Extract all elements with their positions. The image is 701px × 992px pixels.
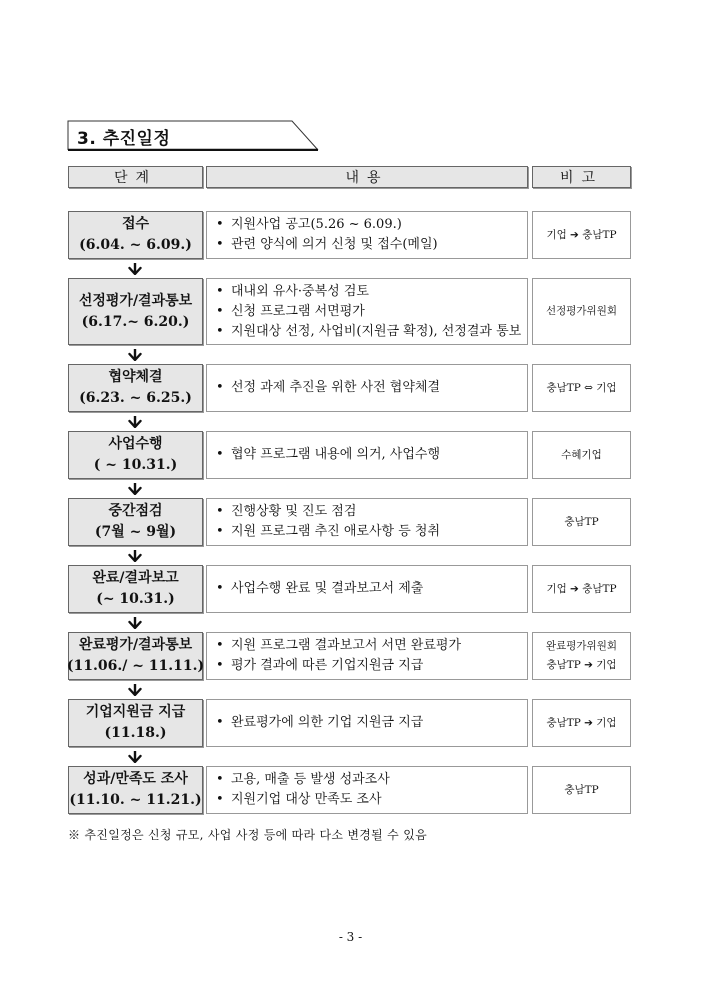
content-cell (206, 364, 528, 412)
note-text: 선정평가위원회 (545, 305, 617, 317)
list-item-text: 지원기업 대상 만족도 조사 (231, 792, 382, 807)
bullet-icon: • (216, 504, 224, 519)
note-text: 충남TP ➔ 기업 (546, 716, 617, 729)
stage-cell (68, 211, 203, 259)
footnote: ※ 추진일정은 신청 규모, 사업 사정 등에 따라 다소 변경될 수 있음 (68, 828, 427, 842)
stage-cell (68, 699, 203, 747)
note-text: 충남TP (564, 515, 599, 528)
note-text: 충남TP ➔ 기업 (546, 659, 617, 671)
bullet-icon: • (216, 772, 224, 787)
stage-name: 중간점검 (108, 503, 163, 519)
header-note: 비고 (532, 166, 631, 188)
bullet-icon: • (216, 283, 224, 299)
stage-cell (68, 565, 203, 613)
stage-cell (68, 766, 203, 814)
note-cell (532, 431, 631, 479)
list-item (216, 378, 527, 398)
note-cell (532, 498, 631, 546)
bullet-icon: • (216, 581, 224, 596)
note-text: 충남TP ⇔ 기업 (546, 381, 617, 394)
list-item (216, 235, 527, 255)
stage-cell (68, 498, 203, 546)
list-item (216, 282, 527, 302)
note-text: 기업 ➔ 충남TP (546, 582, 617, 595)
list-item (216, 445, 527, 465)
arrow-down-icon (128, 684, 142, 696)
arrow-down-icon (128, 550, 142, 562)
list-item (216, 322, 527, 342)
list-item-text: 사업수행 완료 및 결과보고서 제출 (231, 581, 424, 596)
stage-period: (6.17.~ 6.20.) (81, 313, 190, 330)
stage-cell (68, 364, 203, 412)
stage-name: 협약체결 (108, 369, 163, 385)
bullet-icon: • (216, 658, 224, 673)
section-heading (67, 120, 319, 151)
list-item-text: 신청 프로그램 서면평가 (231, 303, 365, 319)
note-text: 완료평가위원회 (545, 640, 617, 652)
list-item-text: 지원 프로그램 결과보고서 서면 완료평가 (231, 638, 462, 653)
stage-period: (11.10. ~ 11.21.) (69, 792, 202, 808)
bullet-icon: • (216, 447, 224, 462)
stage-period: (11.18.) (104, 725, 167, 741)
list-item-text: 고용, 매출 등 발생 성과조사 (231, 772, 390, 787)
list-item (216, 656, 527, 676)
note-cell (532, 278, 631, 345)
stage-period: (6.23. ~ 6.25.) (79, 390, 192, 406)
list-item (216, 579, 527, 599)
list-item (216, 302, 527, 322)
section-title: 3. 추진일정 (77, 129, 171, 149)
stage-cell (68, 278, 203, 345)
bullet-icon: • (216, 638, 224, 653)
note-cell (532, 766, 631, 814)
page-number: - 3 - (338, 930, 363, 944)
content-cell (206, 498, 528, 546)
list-item (216, 790, 527, 810)
arrow-down-icon (128, 483, 142, 495)
bullet-icon: • (216, 715, 224, 730)
list-item-text: 관련 양식에 의거 신청 및 접수(메일) (231, 237, 438, 252)
note-text: 충남TP (564, 783, 599, 796)
list-item-text: 협약 프로그램 내용에 의거, 사업수행 (231, 447, 441, 462)
bullet-icon: • (216, 323, 224, 339)
stage-cell (68, 632, 203, 680)
stage-name: 성과/만족도 조사 (83, 771, 188, 787)
stage-name: 완료평가/결과통보 (78, 637, 193, 653)
note-cell (532, 565, 631, 613)
list-item (216, 522, 527, 542)
stage-name: 완료/결과보고 (92, 570, 179, 586)
bullet-icon: • (216, 303, 224, 319)
list-item-text: 대내외 유사·중복성 검토 (231, 283, 369, 299)
content-cell (206, 211, 528, 259)
stage-period: ( ~ 10.31.) (93, 457, 178, 473)
content-cell (206, 699, 528, 747)
note-text: 수혜기업 (561, 448, 602, 461)
content-cell (206, 565, 528, 613)
stage-cell (68, 431, 203, 479)
list-item-text: 평가 결과에 따른 기업지원금 지급 (231, 658, 424, 673)
bullet-icon: • (216, 524, 224, 539)
content-cell (206, 632, 528, 680)
list-item (216, 636, 527, 656)
bullet-icon: • (216, 237, 224, 252)
bullet-icon: • (216, 217, 224, 232)
list-item (216, 502, 527, 522)
stage-period: (6.04. ~ 6.09.) (79, 237, 192, 253)
stage-name: 사업수행 (108, 436, 163, 452)
note-cell (532, 699, 631, 747)
arrow-down-icon (128, 617, 142, 629)
list-item-text: 진행상황 및 진도 점검 (231, 504, 357, 519)
arrow-down-icon (128, 416, 142, 428)
list-item (216, 713, 527, 733)
bullet-icon: • (216, 380, 224, 395)
stage-period: (~ 10.31.) (96, 591, 175, 607)
stage-period: (11.06./ ~ 11.11.) (66, 658, 205, 674)
arrow-down-icon (128, 751, 142, 763)
content-cell (206, 278, 528, 345)
note-text: 기업 ➔ 충남TP (546, 228, 617, 241)
header-stage: 단계 (68, 166, 203, 188)
stage-name: 선정평가/결과통보 (78, 292, 193, 309)
note-cell (532, 364, 631, 412)
stage-name: 접수 (121, 216, 150, 232)
note-cell (532, 211, 631, 259)
list-item-text: 지원사업 공고(5.26 ~ 6.09.) (231, 217, 402, 232)
arrow-down-icon (128, 349, 142, 361)
list-item (216, 770, 527, 790)
content-cell (206, 766, 528, 814)
list-item (216, 215, 527, 235)
content-cell (206, 431, 528, 479)
stage-period: (7월 ~ 9월) (94, 524, 177, 540)
list-item-text: 지원 프로그램 추진 애로사항 등 청취 (231, 524, 441, 539)
header-content: 내용 (206, 166, 528, 188)
bullet-icon: • (216, 792, 224, 807)
list-item-text: 선정 과제 추진을 위한 사전 협약체결 (231, 380, 441, 395)
note-cell (532, 632, 631, 680)
list-item-text: 지원대상 선정, 사업비(지원금 확정), 선정결과 통보 (231, 323, 522, 339)
stage-name: 기업지원금 지급 (85, 704, 186, 720)
list-item-text: 완료평가에 의한 기업 지원금 지급 (231, 715, 424, 730)
arrow-down-icon (128, 263, 142, 275)
